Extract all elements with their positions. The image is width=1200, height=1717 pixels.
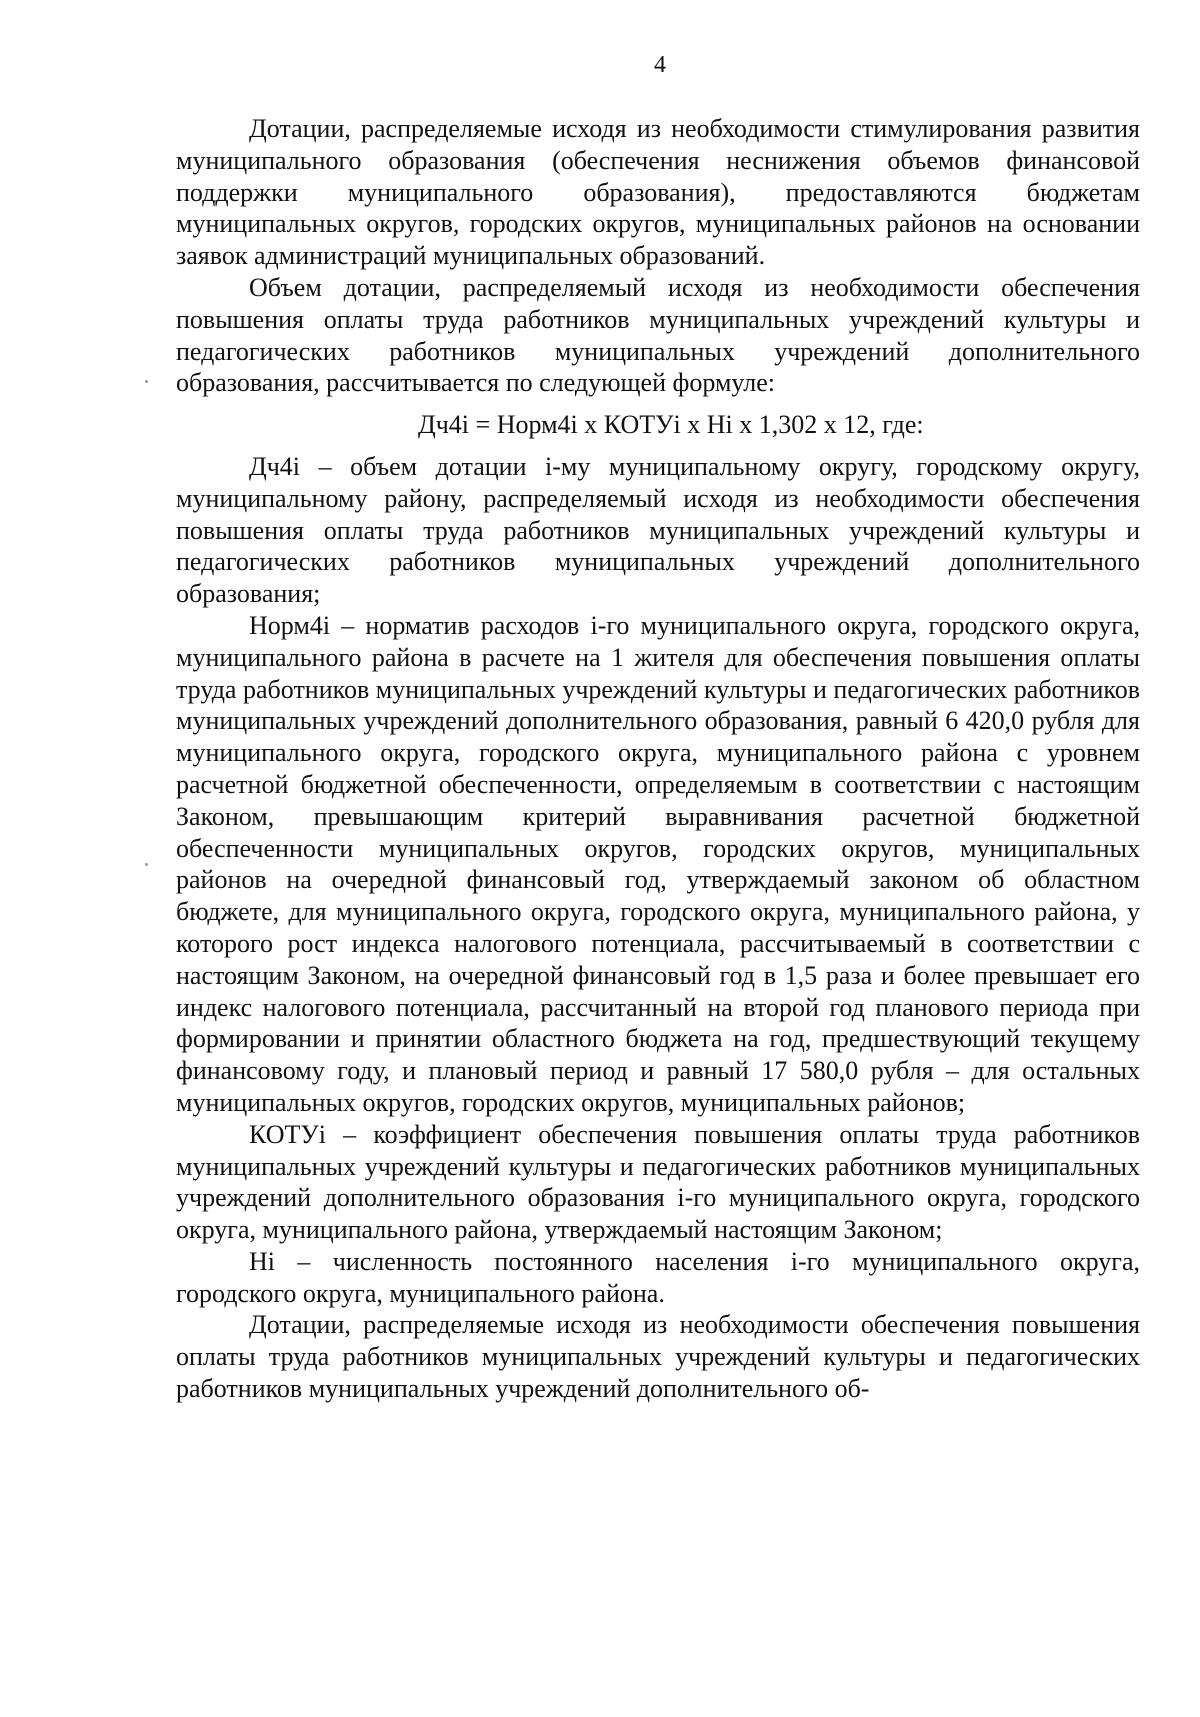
document-body xyxy=(176,113,1140,1405)
definition-dch4i: Дч4i – объем дотации i-му муниципальному округу, городскому округу, муниципальному району, распределяемый исходя из необходимости обеспечения повышения оплаты труда работников муниципальных учреждений культуры и педагогических работников муниципальных учреждений дополнительного образования; xyxy=(176,451,1140,609)
margin-speck-mark xyxy=(145,863,148,866)
paragraph-closing: Дотации, распределяемые исходя из необходимости обеспечения повышения оплаты труда работников муниципальных учреждений культуры и педагогических работников муниципальных учреждений дополнительного об- xyxy=(176,1310,1140,1404)
definition-hi: Hi – численность постоянного населения i-го муниципального округа, городского округа, муниципального района. xyxy=(176,1246,1140,1308)
margin-speck-mark xyxy=(145,380,148,383)
paragraph-stimulation-grants: Дотации, распределяемые исходя из необходимости стимулирования развития муниципального образования (обеспечения неснижения объемов финансовой поддержки муниципального образования), предоставляются бюджетам муниципальных округов, городских округов, муниципальных районов на основании заявок администраций муниципальных образований. xyxy=(176,114,1140,271)
definition-kotui: КОТУi – коэффициент обеспечения повышения оплаты труда работников муниципальных учреждений культуры и педагогических работников муниципальных учреждений дополнительного образования i-го муниципального округа, городского округа, муниципального района, утверждаемый настоящим Законом; xyxy=(176,1119,1140,1245)
definition-norm4i: Норм4i – норматив расходов i-го муниципального округа, городского округа, муниципального района в расчете на 1 жителя для обеспечения повышения оплаты труда работников муниципальных учреждений культуры и педагогических работников муниципальных учреждений дополнительного образования, равный 6 420,0 рубля для муниципального округа, городского округа, муниципального района с уровнем расчетной бюджетной обеспеченности, определяемым в соответствии с настоящим Законом, превышающим критерий выравнивания расчетной бюджетной обеспеченности муниципальных округов, городских округов, муниципальных районов на очередной финансовый год, утверждаемый законом об областном бюджете, для муниципального округа, городского округа, муниципального района, у которого рост индекса налогового потенциала, рассчитываемый в соответствии с настоящим Законом, на очередной финансовый год в 1,5 раза и более превышает его индекс налогового потенциала, рассчитанный на второй год планового периода при формировании и принятии областного бюджета на год, предшествующий текущему финансовому году, и плановый период и равный 17 580,0 рубля – для остальных муниципальных округов, городских округов, муниципальных районов; xyxy=(176,610,1140,1117)
formula: Дч4i = Норм4i х КОТУi х Hi х 1,302 х 12, где: xyxy=(418,410,924,440)
page-number: 4 xyxy=(654,52,666,78)
paragraph-grant-volume: Объем дотации, распределяемый исходя из необходимости обеспечения повышения оплаты труда работников муниципальных учреждений культуры и педагогических работников муниципальных учреждений дополнительного образования, рассчитывается по следующей формуле: xyxy=(176,272,1140,398)
